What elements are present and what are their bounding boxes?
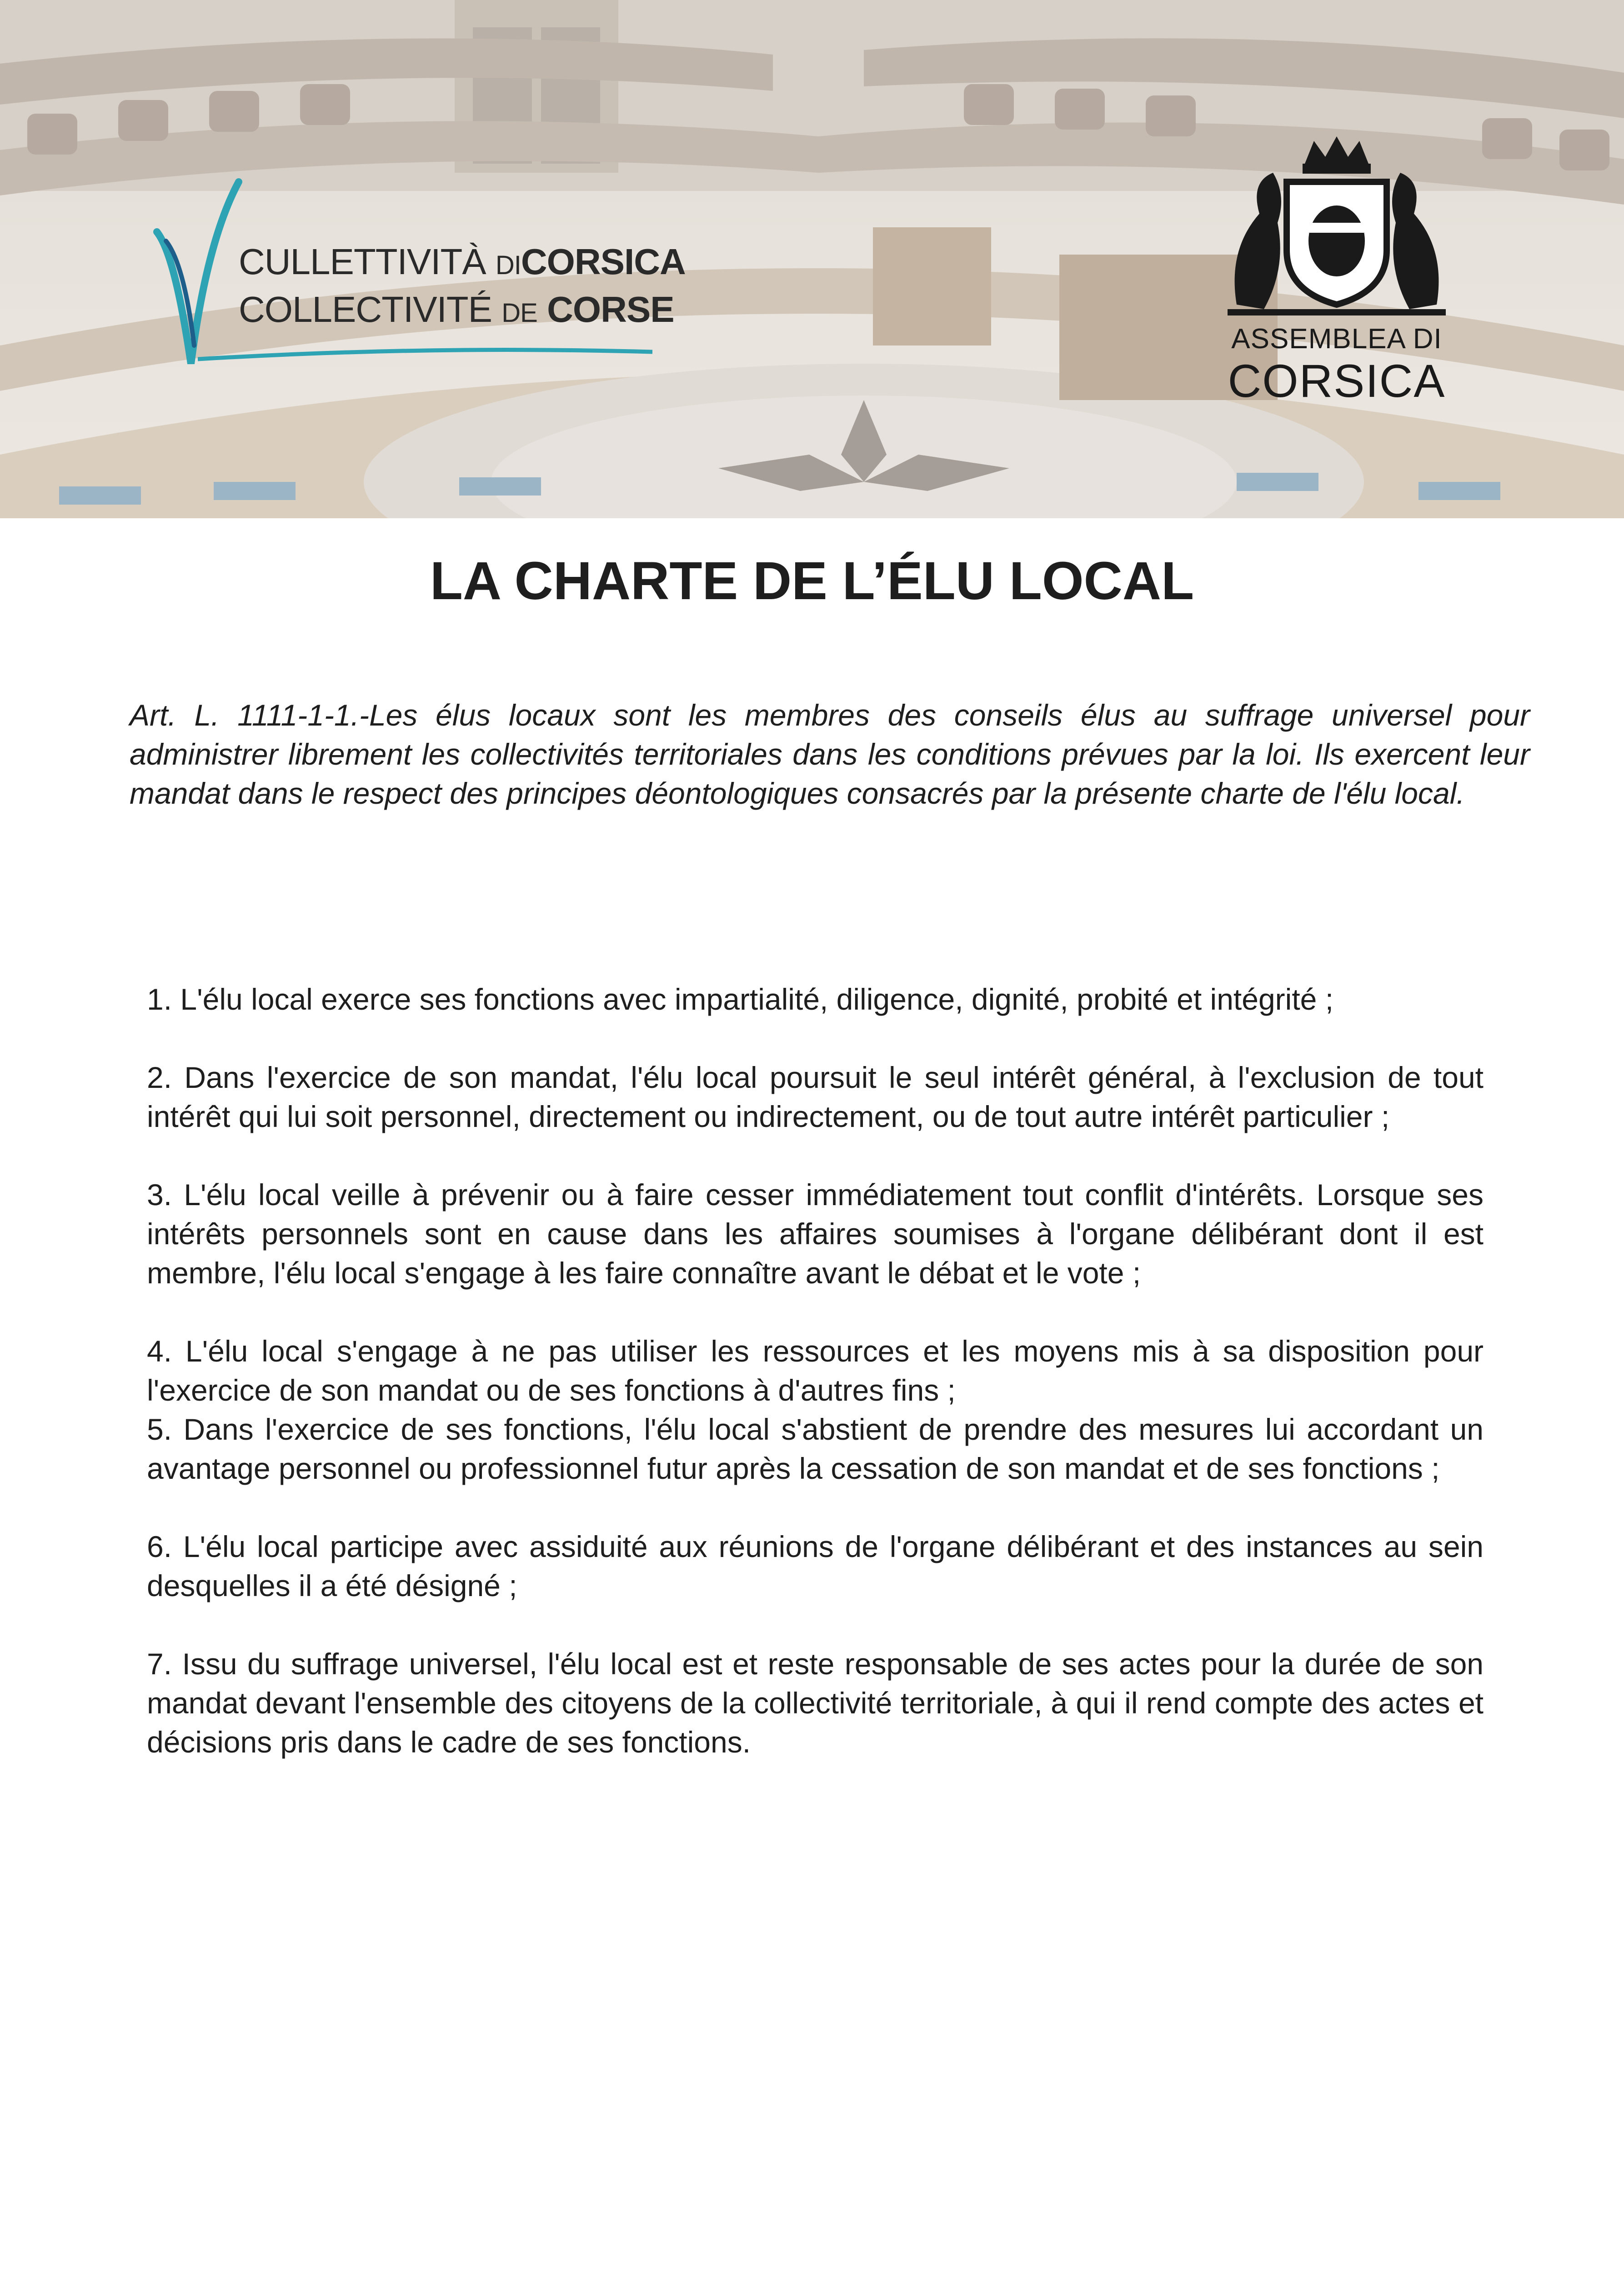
charter-item-1: 1. L'élu local exerce ses fonctions avec impartialité, diligence, dignité, probité et intégrité ; xyxy=(147,982,1334,1016)
coat-of-arms-icon xyxy=(1209,132,1464,323)
check-mark-icon xyxy=(152,173,252,373)
charter-item-7: 7. Issu du suffrage universel, l'élu local est et reste responsable de ses actes pour la durée de son mandat devant l'ensemble des citoyens de la collectivité territoriale, à qui il rend compte des actes et décisions pris dans le cadre de ses fonctions. xyxy=(147,1647,1484,1759)
assemblea-di-corsica-logo xyxy=(1209,132,1464,414)
document-title: LA CHARTE DE L’ÉLU LOCAL xyxy=(430,551,1194,611)
charter-item-4: 4. L'élu local s'engage à ne pas utiliser les ressources et les moyens mis à sa disposition pour l'exercice de son mandat ou de ses fonctions à d'autres fins ; xyxy=(147,1334,1484,1407)
collectivite-de-corse-logo xyxy=(152,173,686,373)
header-banner xyxy=(0,0,1624,518)
logo-line-corsican: CULLETTIVITÀ DICORSICA xyxy=(239,241,686,282)
corsica-label: CORSICA xyxy=(1228,355,1446,407)
charter-item-5: 5. Dans l'exercice de ses fonctions, l'élu local s'abstient de prendre des mesures lui accordant un avantage personnel ou professionnel futur après la cessation de son mandat et de ses fonctions ; xyxy=(147,1412,1484,1485)
logo-underline xyxy=(198,345,652,364)
charter-items xyxy=(147,980,1484,1762)
logo-line-french: COLLECTIVITÉ DE CORSE xyxy=(239,289,674,330)
charter-item-2: 2. Dans l'exercice de son mandat, l'élu local poursuit le seul intérêt général, à l'exclusion de tout intérêt qui lui soit personnel, directement ou indirectement, ou de tout autre intérêt particulier ; xyxy=(147,1061,1484,1133)
article-intro: Art. L. 1111-1-1.-Les élus locaux sont les membres des conseils élus au suffrage universel pour administrer librement les collectivités territoriales dans les conditions prévues par la loi. Ils exercent leur mandat dans le respect des principes déontologiques consacrés par la présente charte de l'élu local. xyxy=(130,698,1530,810)
assemblea-label: ASSEMBLEA DI xyxy=(1231,323,1442,355)
charter-item-6: 6. L'élu local participe avec assiduité aux réunions de l'organe délibérant et des instances au sein desquelles il a été désigné ; xyxy=(147,1530,1484,1602)
charter-item-3: 3. L'élu local veille à prévenir ou à faire cesser immédiatement tout conflit d'intérêts. Lorsque ses intérêts personnels sont en cause dans les affaires soumises à l'organe délibérant dont il est membre, l'élu local s'engage à les faire connaître avant le débat et le vote ; xyxy=(147,1178,1484,1290)
